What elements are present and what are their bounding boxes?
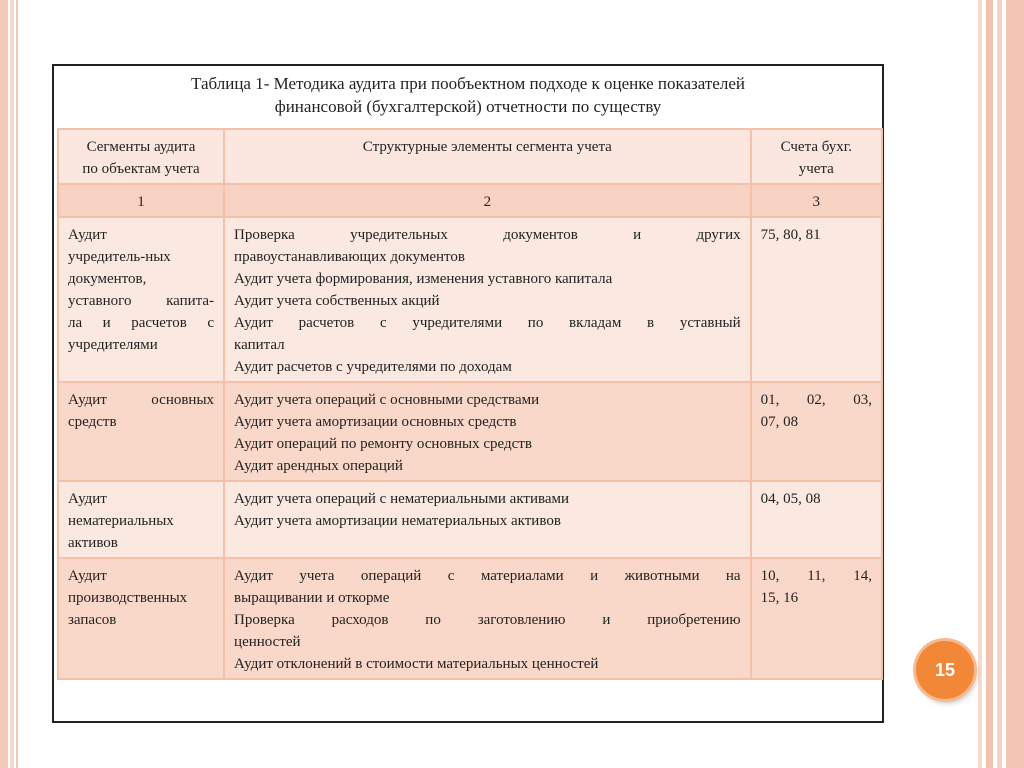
accounts-cell — [751, 481, 882, 558]
elements-cell — [224, 558, 751, 679]
left-decor-band — [0, 0, 8, 768]
segment-cell — [58, 217, 224, 382]
left-decor-band — [10, 0, 14, 768]
right-decor-band — [978, 0, 982, 768]
table-row — [58, 217, 882, 382]
cell-text-line: учредителями — [68, 337, 158, 353]
header-text: учета — [798, 161, 834, 177]
cell-text-line: капитал — [234, 337, 285, 353]
column-number-row — [58, 184, 882, 217]
cell-text-line: Аудит учета собственных акций — [234, 293, 440, 309]
cell-text-line: 75, 80, 81 — [760, 227, 821, 243]
cell-text-line: ла и расчетов с — [68, 315, 215, 331]
cell-text-line: Аудит основных — [68, 392, 215, 408]
table-row — [58, 558, 882, 679]
slide-content-frame — [52, 64, 884, 723]
cell-text-line: выращивании и откорме — [234, 590, 390, 606]
header-text: Сегменты аудита — [86, 139, 196, 155]
cell-text-line: производственных — [68, 590, 188, 606]
elements-cell — [224, 481, 751, 558]
cell-text-line: Аудит — [68, 227, 107, 243]
cell-text-line: Аудит — [68, 491, 107, 507]
header-text: по объектам учета — [82, 161, 200, 177]
cell-text-line: активов — [68, 535, 118, 551]
accounts-cell — [751, 558, 882, 679]
cell-text-line: Аудит учета операций с основными средствами — [234, 392, 540, 408]
cell-text-line: Аудит расчетов с учредителями по доходам — [234, 359, 512, 375]
right-decor-band — [1006, 0, 1024, 768]
header-cell-elements — [224, 129, 751, 184]
header-text: Счета бухг. — [780, 139, 853, 155]
table-row — [58, 481, 882, 558]
header-text: Структурные элементы сегмента учета — [362, 139, 612, 155]
segment-cell — [58, 558, 224, 679]
table-title-line: финансовой (бухгалтерской) отчетности по существу — [274, 97, 662, 116]
cell-text-line: Аудит учета амортизации нематериальных активов — [234, 513, 561, 529]
cell-text-line: Аудит отклонений в стоимости материальных ценностей — [234, 656, 599, 672]
right-decor-band — [986, 0, 993, 768]
header-cell-segments — [58, 129, 224, 184]
cell-text-line: средств — [68, 414, 117, 430]
cell-text-line: уставного капита- — [68, 293, 215, 309]
cell-text-line: 04, 05, 08 — [760, 491, 821, 507]
column-number: 3 — [751, 184, 882, 217]
cell-text-line: Аудит расчетов с учредителями по вкладам в уставный — [234, 315, 741, 331]
page-number-badge: 15 — [916, 641, 974, 699]
cell-text-line: учредитель-ных — [68, 249, 171, 265]
cell-text-line: Аудит операций по ремонту основных средств — [234, 436, 532, 452]
cell-text-line: Аудит арендных операций — [234, 458, 403, 474]
header-cell-accounts — [751, 129, 882, 184]
cell-text-line: 15, 16 — [760, 590, 799, 606]
cell-text-line: 01, 02, 03, — [760, 392, 872, 408]
cell-text-line: запасов — [68, 612, 117, 628]
table-row — [58, 382, 882, 481]
table-header-row — [58, 129, 882, 184]
elements-cell — [224, 382, 751, 481]
accounts-cell — [751, 382, 882, 481]
cell-text-line: правоустанавливающих документов — [234, 249, 465, 265]
column-number: 1 — [58, 184, 224, 217]
cell-text-line: Аудит учета операций с материалами и животными на — [234, 568, 741, 584]
cell-text-line: нематериальных — [68, 513, 174, 529]
cell-text-line: Аудит учета формирования, изменения уставного капитала — [234, 271, 613, 287]
elements-cell — [224, 217, 751, 382]
table-title — [54, 72, 882, 118]
left-decor-band — [16, 0, 18, 768]
column-number: 2 — [224, 184, 751, 217]
segment-cell — [58, 382, 224, 481]
right-decor-band — [997, 0, 1002, 768]
cell-text-line: ценностей — [234, 634, 301, 650]
cell-text-line: 07, 08 — [760, 414, 799, 430]
accounts-cell — [751, 217, 882, 382]
cell-text-line: Аудит учета операций с нематериальными активами — [234, 491, 570, 507]
cell-text-line: документов, — [68, 271, 147, 287]
cell-text-line: Проверка расходов по заготовлению и приобретению — [234, 612, 741, 628]
cell-text-line: 10, 11, 14, — [760, 568, 872, 584]
cell-text-line: Аудит — [68, 568, 107, 584]
segment-cell — [58, 481, 224, 558]
audit-method-table — [57, 128, 883, 680]
cell-text-line: Аудит учета амортизации основных средств — [234, 414, 517, 430]
table-title-line: Таблица 1- Методика аудита при пообъектном подходе к оценке показателей — [191, 74, 745, 93]
cell-text-line: Проверка учредительных документов и других — [234, 227, 741, 243]
